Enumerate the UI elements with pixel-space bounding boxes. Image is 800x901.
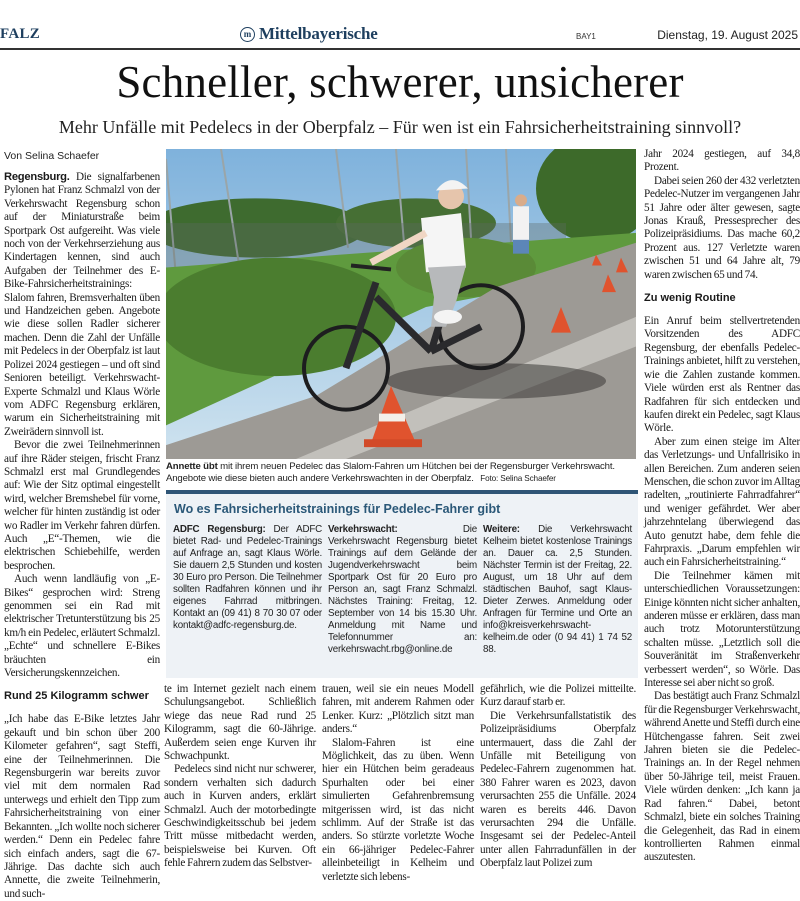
article-column-2 bbox=[164, 683, 316, 871]
section-subhead: Zu wenig Routine bbox=[644, 292, 736, 305]
paragraph: Dabei seien 260 der 432 verletzten Pedelec-Nutzer im vergangenen Jahr 51 Jahre oder älter gewesen, sagte Jonas Krauß, Pressesprecher des Polizeipräsidiums. Das mache 60,2 Prozent aus. 127 Verletzte waren zwischen 51 und 64 Jahre alt, 79 waren zwischen 65 und 74. bbox=[644, 174, 800, 281]
paragraph: Slalom-Fahren ist eine Möglichkeit, das zu üben. Wenn hier ein Hütchen beim geradeaus Spurhalten oder bei einer simulierten Gefahrenbremsung mitgerissen wird, ist das nicht schlimm. Auf der Straße ist das anders. So stürzte vorletzte Woche ein 66-jähriger Pedelec-Fahrer alleinbeteiligt in Kelheim und verletzte sich lebens- bbox=[322, 736, 474, 883]
newspaper-logo bbox=[240, 24, 378, 44]
paragraph: Die Teilnehmer kämen mit unterschiedlichen Voraussetzungen: Einige könnten nicht sicher anhalten, anderen müsse er erklären, dass man auch trotz Motorunterstützung schalten müsse. „Letztlich soll die Souveränität im Straßenverkehr verbessert werden“, so Wörle. Das Interesse sei aber nicht so groß. bbox=[644, 569, 800, 690]
paragraph: „Ich habe das E-Bike letztes Jahr gekauft und bin schon über 200 Kilometer gefahren“, sagt Steffi, eine der Teilnehmerinnen. Die Regensburgerin war bereits zuvor viel mit dem normalen Rad unterwegs und erhielt den Tipp zum Fahrsicherheitstraining von einer Bekannten. „Ich wollte noch sicherer werden.“ Denn ein Pedelec fahre sich einfach anders, sagt die 67-Jährige. Das dachte sich auch Annette, die zweite Teilnehmerin, und such- bbox=[4, 713, 160, 900]
paragraph: te im Internet gezielt nach einem Schulungsangebot. Schließlich wiege das neue Rad rund 25 Kilogramm, sagt die 60-Jährige. Außerdem seien enge Kurven ihr Schwachpunkt. bbox=[164, 683, 316, 763]
info-item-lead: Verkehrswacht: bbox=[328, 524, 398, 535]
caption-lead: Annette übt bbox=[166, 461, 218, 472]
logo-text: Mittelbayerische bbox=[259, 24, 378, 43]
logo-mark-icon: m bbox=[240, 27, 255, 42]
paragraph: trauen, weil sie ein neues Modell fahren, mit anderem Rahmen oder Lenker. Kurz: „Plötzlich sitzt man anders.“ bbox=[322, 683, 474, 736]
info-item-text: Die Verkehrswacht Regensburg bietet Trainings auf dem Gelände der Jugendverkehrswacht beim Sportpark Ost für 20 Euro pro Person an, sagt Franz Schmalzl. Nächstes Training: Freitag, 12. September von 14 bis 15.30 Uhr. Anmeldung mit Name und Telefonnummer an: verkehrswacht.rbg@online.de bbox=[328, 524, 477, 655]
paragraph bbox=[4, 171, 160, 439]
article-column-4 bbox=[480, 683, 636, 871]
info-item-adfc bbox=[173, 524, 322, 632]
issue-date: Dienstag, 19. August 2025 bbox=[657, 28, 798, 42]
article-column-3 bbox=[322, 683, 474, 884]
byline: Von Selina Schaefer bbox=[4, 150, 100, 162]
article-photo bbox=[166, 149, 636, 459]
info-item-lead: ADFC Regensburg: bbox=[173, 524, 266, 535]
info-item-weitere bbox=[483, 524, 632, 656]
info-box bbox=[166, 490, 638, 678]
cyclist-photo-illustration bbox=[166, 149, 636, 459]
section-subhead: Rund 25 Kilogramm schwer bbox=[4, 690, 149, 703]
masthead bbox=[0, 24, 800, 50]
headline: Schneller, schwerer, unsicherer bbox=[116, 57, 684, 107]
article-column-1 bbox=[4, 150, 160, 901]
dateline: Regensburg. bbox=[4, 171, 70, 183]
paragraph: Das bestätigt auch Franz Schmalzl für die Regensburger Verkehrswacht, während Anette und Steffi durch eine Hütchengasse fahren. Seit zwei Jahren bieten sie die Pedelec-Trainings an. In der Regel nehmen über 50-Jährige teil, meist Frauen. Viele würden denken: „Ich kann ja Rad fahren.“ Dabei, betont Schmalzl, biete ein solches Training die Gelegenheit, das Rad in einem kontrollierten Rahmen einmal auszutesten. bbox=[644, 690, 800, 864]
page-code: BAY1 bbox=[576, 32, 596, 41]
info-item-lead: Weitere: bbox=[483, 524, 520, 535]
paragraph: Pedelecs sind nicht nur schwerer, sondern verhalten sich dadurch auch in Kurven anders, erklärt Schmalzl. Auch der motorbedingte Geschwindigkeitsschub bei jedem Tritt müsse mitbedacht werden, beispielsweise bei Kurven. Oft fehle Fahrern zudem das Selbstver- bbox=[164, 763, 316, 870]
section-name: FALZ bbox=[0, 26, 41, 42]
paragraph-text: Die signalfarbenen Pylonen hat Franz Schmalzl von der Verkehrswacht Regensburg schon auf der Miniaturstraße beim Sportpark Ost aufgereiht. Was viele noch von der Verkehrserziehung aus Kindertagen kennen, sind auch Aufgaben der Teilnehmer des E-Bike-Fahrsicherheitstrainings: Slalom fahren, Bremsverhalten üben und Handzeichen geben. Angebote wie diese sollen Radler sicherer machen. Denn die Zahl der Unfälle mit Pedelecs in der Oberpfalz ist laut Polizei 2024 gestiegen – und oft sind Senioren beteiligt. Verkehrswacht-Experte Schmalzl und Klaus Wörle vom ADFC Regensburg erklären, warum ein Sicherheitstraining mit Zweirädern sinnvoll ist. bbox=[4, 171, 160, 438]
photo-caption bbox=[166, 461, 638, 484]
info-item-text: Die Verkehrswacht Kelheim bietet kostenlose Trainings an. Dauer ca. 2,5 Stunden. Nächster Termin ist der Freitag, 22. August, um 18 Uhr auf dem städtischen Bauhof, sagt Klaus-Dieter Zerwes. Anmeldung oder Anfragen für Termine und Orte an info@kreisverkehrswacht-kelheim.de oder (0 94 41) 1 74 52 88. bbox=[483, 524, 632, 655]
paragraph: Bevor die zwei Teilnehmerinnen auf ihre Räder steigen, frischt Franz Schmalzl erst mal Grundlegendes auf: Wie der Sitz optimal eingestellt wird, welcher Bremshebel für vorne, welcher für hinten zuständig ist oder wo Radler im Verkehr fahren dürfen. Auch „E“-Themen, wie die elektrischen Schiebehilfe, werden besprochen. bbox=[4, 439, 160, 572]
paragraph: Ein Anruf beim stellvertretenden Vorsitzenden des ADFC Regensburg, der ebenfalls Pedelec-Trainings anbietet, hilft zu verstehen, wie die Zahlen zustande kommen. Viele würden erst als Rentner das Radfahren für sich entdecken und kaufen direkt ein Pedelec, sagt Klaus Wörle. bbox=[644, 315, 800, 435]
photo-credit: Foto: Selina Schaefer bbox=[480, 473, 556, 483]
paragraph: Die Verkehrsunfallstatistik des Polizeipräsidiums Oberpfalz untermauert, dass die Zahl der Unfälle mit Beteiligung von Pedelec-Fahrern zugenommen hat. 380 Fahrer waren es 2023, davon verursachten 255 die Unfälle. 2024 waren es bereits 446. Davon verursachten 294 die Unfälle. Insgesamt sei der Pedelec-Anteil unter allen Fahrradunfällen in der Oberpfalz laut Polizei zum bbox=[480, 709, 636, 870]
paragraph: Jahr 2024 gestiegen, auf 34,8 Prozent. bbox=[644, 148, 800, 174]
subheadline: Mehr Unfälle mit Pedelecs in der Oberpfalz – Für wen ist ein Fahrsicherheitstraining sinnvoll? bbox=[58, 117, 742, 137]
info-box-title: Wo es Fahrsicherheitstrainings für Pedelec-Fahrer gibt bbox=[174, 502, 501, 516]
info-item-verkehrswacht bbox=[328, 524, 477, 656]
paragraph: Auch wenn landläufig von „E-Bikes“ gesprochen wird: Streng genommen sei ein Rad mit elektrischer Tretunterstützung bis 25 km/h ein Pedelec, erläutert Schmalzl. „Echte“ und schnellere E-Bikes bräuchten ein Versicherungskennzeichen. bbox=[4, 573, 160, 680]
paragraph: gefährlich, wie die Polizei mitteilte. Kurz darauf starb er. bbox=[480, 683, 636, 709]
paragraph: Aber zum einen steige im Alter das Verletzungs- und Unfallrisiko in allen Bereichen. Zum anderen seien Menschen, die schon zuvor im Alltag radelten, „routinierte Fahrradfahrer“ und weniger gefährdet. Wer aber jahrzehntelang überwiegend das Auto genutzt habe, dem fehle die Fahrpraxis. „Darum empfehlen wir auch ein Fahrsicherheitstraining.“ bbox=[644, 435, 800, 569]
caption-text: mit ihrem neuen Pedelec das Slalom-Fahren um Hütchen bei der Regensburger Verkehrswacht. Angebote wie diese bieten auch andere Verkehrswachten in der Oberpfalz. bbox=[166, 461, 615, 484]
article-column-5 bbox=[644, 148, 800, 865]
info-item-text: Der ADFC bietet Rad- und Pedelec-Trainings auf Anfrage an, sagt Klaus Wörle. Sie dauern 2,5 Stunden und kosten 30 Euro pro Person. Die Teilnehmer sollten Radfahren können und ihr eigenes Fahrrad mitbringen. Kontakt an (09 41) 8 70 30 07 oder kontakt@adfc-regensburg.de. bbox=[173, 524, 322, 631]
